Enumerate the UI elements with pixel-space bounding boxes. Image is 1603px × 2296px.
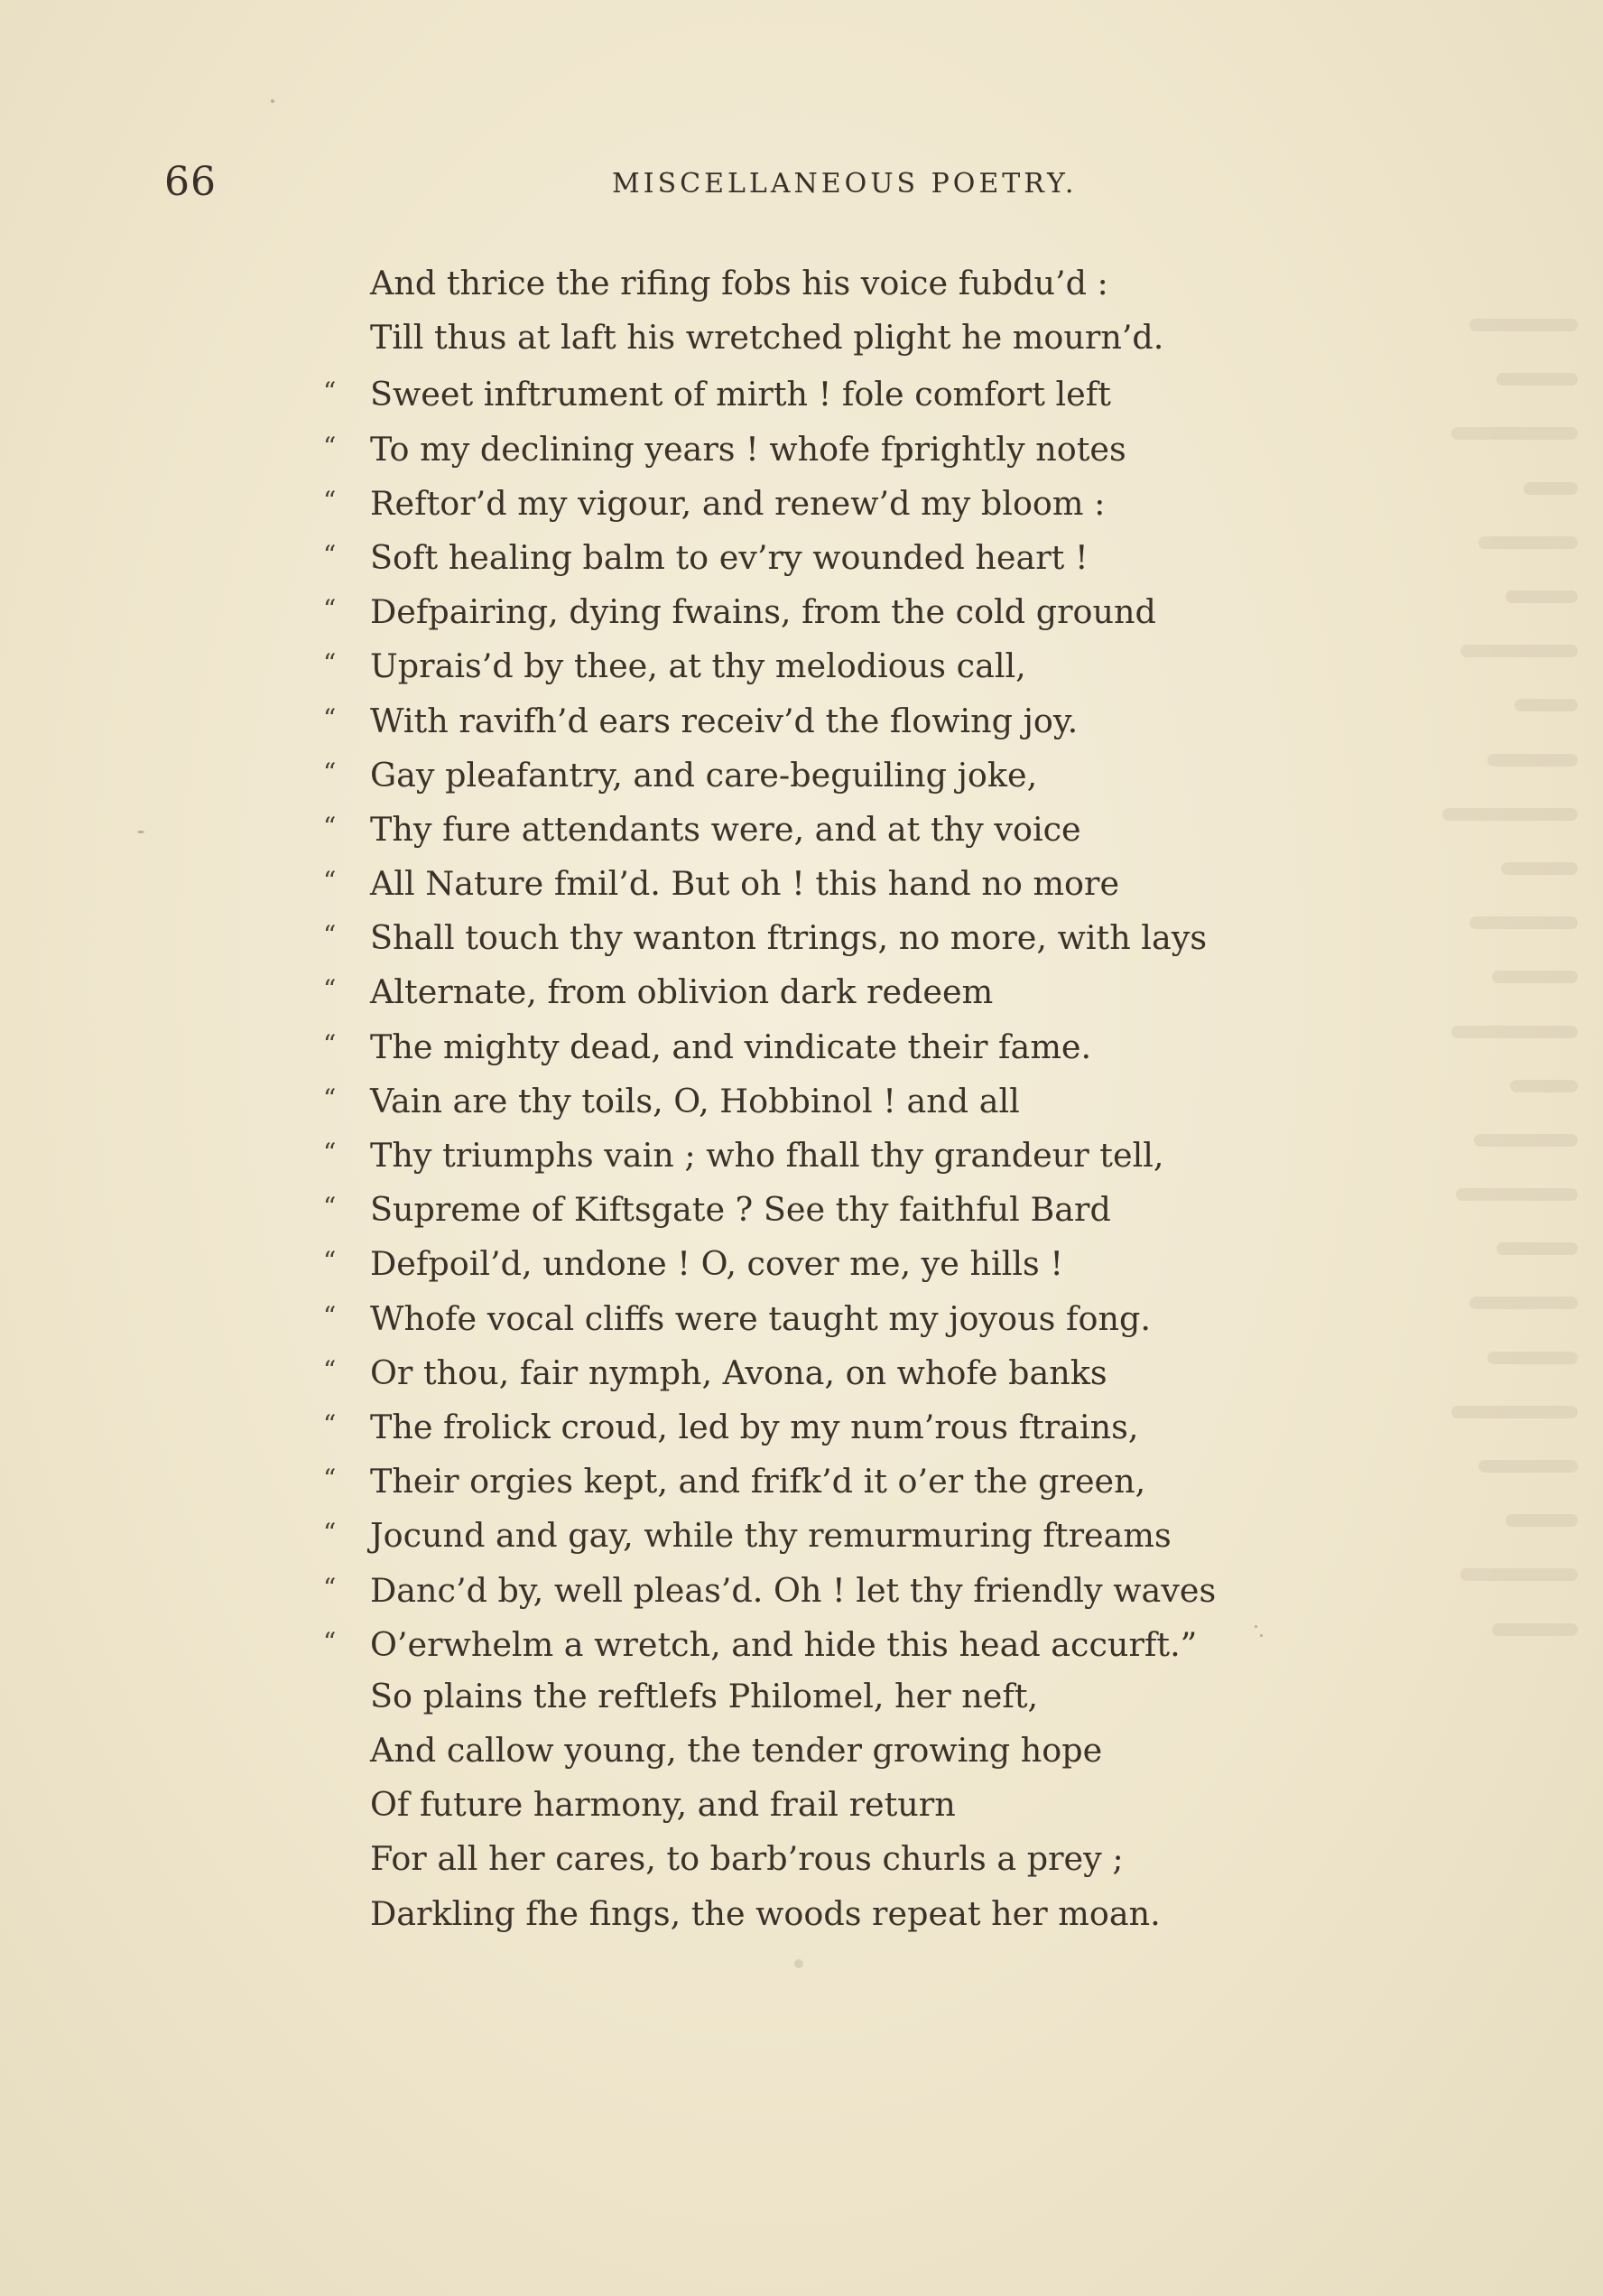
poem-line [323,1343,1406,1398]
opening-quote: “ [323,1083,335,1113]
poem-line-text: The frolick croud, led by my num’rous ftrains, [370,1407,1139,1446]
poem-line [323,256,1406,311]
opening-quote: “ [323,648,335,679]
poem-line [323,1018,1406,1072]
opening-quote: “ [323,539,335,570]
poem-line [323,854,1406,908]
poem-line-text: To my declining years ! whofe fprightly notes [370,429,1126,469]
opening-quote: “ [323,920,335,951]
poem-line-text: Alternate, from oblivion dark redeem [370,972,994,1012]
opening-quote: “ [323,376,335,407]
poem-line [323,692,1406,746]
poem-line [323,1561,1406,1615]
running-head: MISCELLANEOUS POETRY. [612,168,1078,200]
opening-quote: “ [323,1192,335,1222]
poem-line-text: All Nature fmil’d. But oh ! this hand no more [370,864,1120,904]
opening-quote: “ [323,974,335,1005]
opening-quote: “ [323,866,335,897]
poem-line-text: With ravifh’d ears receiv’d the flowing joy. [370,701,1079,740]
paper-speck [137,831,144,833]
poem-line-text: Gay pleafantry, and care-beguiling joke, [370,755,1038,795]
poem-line [323,1289,1406,1343]
opening-quote: “ [323,1464,335,1494]
poem-line-text: Thy fure attendants were, and at thy voice [370,809,1081,849]
poem-line [323,311,1406,365]
poem-line [323,1832,1406,1886]
poem-line-text: Danc’d by, well pleas’d. Oh ! let thy friendly waves [370,1570,1217,1610]
poem-line-text: Reftor’d my vigour, and renew’d my bloom : [370,483,1106,523]
page-number: 66 [164,159,217,205]
poem-line [323,1234,1406,1288]
poem-line-text: Sweet inftrument of mirth ! fole comfort left [370,375,1111,414]
opening-quote: “ [323,594,335,625]
poem-line-text: Supreme of Kiftsgate ? See thy faithful Bard [370,1190,1111,1230]
paper-speck [271,99,274,103]
poem-line-text: Jocund and gay, while thy remurmuring ftreams [370,1516,1172,1556]
poem-text [323,256,1406,1941]
poem-line [323,1887,1406,1941]
poem-line [323,1778,1406,1832]
poem-line-text: Of future harmony, and frail return [370,1785,956,1825]
opening-quote: “ [323,1408,335,1439]
poem-line [323,1506,1406,1560]
opening-quote: “ [323,1354,335,1385]
poem-line [323,582,1406,637]
opening-quote: “ [323,1518,335,1548]
poem-line-text: Whofe vocal cliffs were taught my joyous fong. [370,1298,1151,1338]
poem-line-text: For all her cares, to barb’rous churls a prey ; [370,1839,1124,1879]
opening-quote: “ [323,1028,335,1059]
poem-line [323,746,1406,800]
poem-line [323,637,1406,691]
opening-quote: “ [323,1626,335,1657]
poem-line [323,1724,1406,1778]
opening-quote: “ [323,1572,335,1603]
poem-line [323,365,1406,419]
poem-line [323,1398,1406,1452]
poem-line-text: Uprais’d by thee, at thy melodious call, [370,646,1026,686]
opening-quote: “ [323,1246,335,1277]
paper-speck [794,1959,803,1968]
poem-line [323,908,1406,962]
poem-line-text: And thrice the rifing fobs his voice fubdu’d : [370,264,1108,302]
poem-line [323,962,1406,1017]
poem-line [323,1126,1406,1180]
poem-line-text: The mighty dead, and vindicate their fame. [370,1027,1092,1066]
poem-line [323,1180,1406,1234]
poem-line-text: Defpairing, dying fwains, from the cold ground [370,592,1156,632]
poem-line-text: Vain are thy toils, O, Hobbinol ! and all [370,1081,1020,1120]
poem-line-text: O’erwhelm a wretch, and hide this head accurft.” [370,1624,1198,1664]
opening-quote: “ [323,1300,335,1331]
poem-line-text: So plains the reftlefs Philomel, her neft, [370,1676,1039,1715]
poem-line-text: Shall touch thy wanton ftrings, no more, with lays [370,918,1208,958]
poem-line [323,800,1406,854]
poem-line [323,1452,1406,1506]
poem-line [323,528,1406,582]
poem-line-text: Defpoil’d, undone ! O, cover me, ye hills ! [370,1244,1064,1284]
poem-line [323,1669,1406,1724]
opening-quote: “ [323,485,335,516]
opening-quote: “ [323,757,335,787]
poem-line-text: Till thus at laft his wretched plight he mourn’d. [370,318,1164,358]
poem-line-text: And callow young, the tender growing hope [370,1731,1103,1771]
poem-line-text: Darkling fhe fings, the woods repeat her moan. [370,1893,1161,1933]
poem-line-text: Or thou, fair nymph, Avona, on whofe banks [370,1353,1107,1392]
opening-quote: “ [323,811,335,841]
poem-line [323,1072,1406,1126]
poem-line-text: Soft healing balm to ev’ry wounded heart ! [370,537,1089,577]
poem-line-text: Their orgies kept, and frifk’d it o’er the green, [370,1462,1146,1501]
poem-line-text: Thy triumphs vain ; who fhall thy grandeur tell, [370,1136,1164,1175]
poem-line [323,1615,1406,1669]
poem-line [323,474,1406,528]
opening-quote: “ [323,431,335,461]
opening-quote: “ [323,702,335,733]
opening-quote: “ [323,1138,335,1167]
poem-line [323,420,1406,474]
